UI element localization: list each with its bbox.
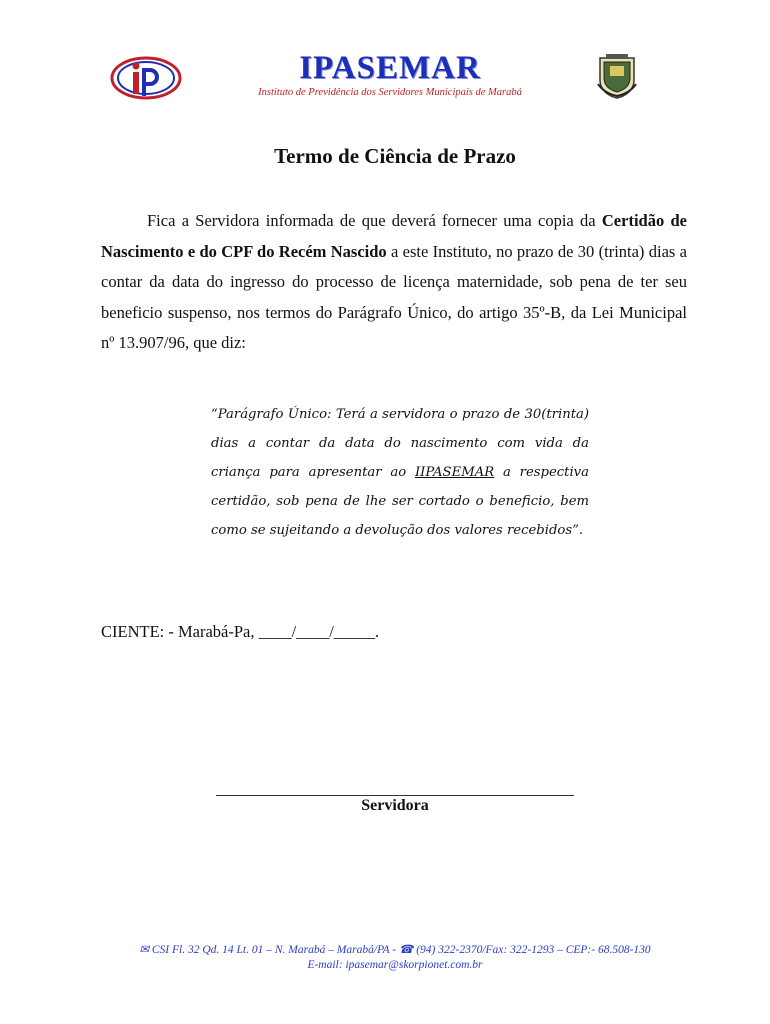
quote-text-1: “Parágrafo Único: Terá a servidora o prazo de 30(trinta) dias a contar da data do nascimento com vida da criança para apresentar ao <box>211 407 589 480</box>
signature-label: Servidora <box>361 797 429 814</box>
ciente-date-line: CIENTE: - Marabá-Pa, ____/____/_____. <box>101 622 380 641</box>
signature-line <box>216 795 574 796</box>
paragraph-bold-text: Certidão de Nascimento e do CPF do Recém Nascido <box>101 211 687 261</box>
municipal-coat-of-arms <box>596 54 638 100</box>
envelope-icon: ✉ <box>139 944 149 956</box>
document-title: Termo de Ciência de Prazo <box>274 144 516 168</box>
phone-icon: ☎ <box>399 944 414 956</box>
law-quote <box>211 400 589 545</box>
footer-address-text-2: (94) 322-2370/Fax: 322-1293 – CEP:- 68.508-130 <box>413 944 651 956</box>
quote-text-2: a respectiva certidão, sob pena de lhe ser cortado o beneficio, bem como se sujeitando a devolução dos valores recebidos”. <box>211 465 589 538</box>
footer-address-text-1: CSI Fl. 32 Qd. 14 Lt. 01 – N. Marabá – Marabá/PA - <box>151 944 400 956</box>
letterhead <box>0 48 770 108</box>
main-paragraph <box>101 206 687 359</box>
footer-email: E-mail: ipasemar@skorpionet.com.br <box>307 959 483 971</box>
brand-subtitle: Instituto de Previdência dos Servidores Municipais de Marabá <box>258 87 522 98</box>
paragraph-text-2: a este Instituto, no prazo de 30 (trinta) dias a contar da data do ingresso do processo de licença maternidade, sob pena de ter seu beneficio suspenso, nos termos do Parágrafo Único, do artigo 35º-B, da Lei Municipal nº 13.907/96, que diz: <box>101 241 687 352</box>
quote-underlined-text: IIPASEMAR <box>414 465 495 480</box>
footer-address <box>0 943 770 973</box>
paragraph-text-1: Fica a Servidora informada de que deverá fornecer uma copia da <box>147 211 602 230</box>
footer-address-line <box>0 943 770 958</box>
brand-name: IPASEMAR <box>299 50 481 86</box>
ipasemar-logo <box>108 54 184 102</box>
